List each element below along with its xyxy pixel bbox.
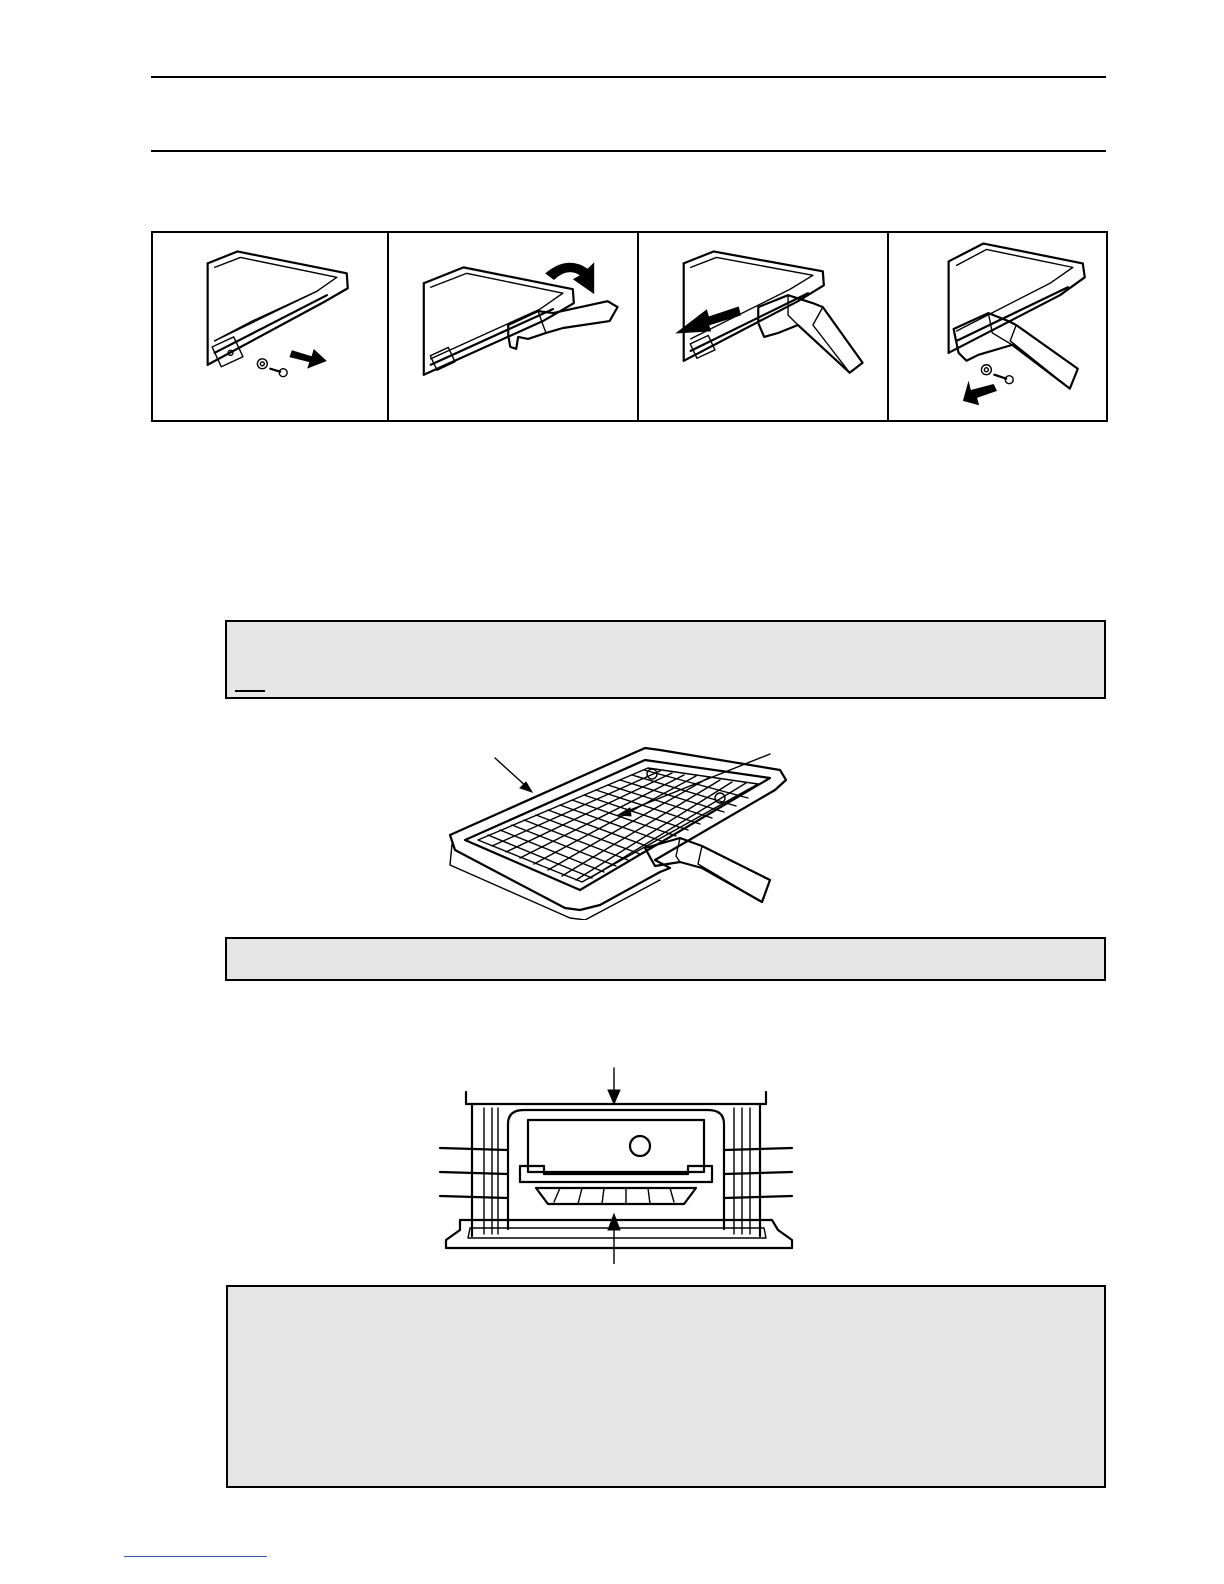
header-rule-bottom — [151, 150, 1106, 152]
step-1-illustration — [153, 233, 387, 420]
note-underline-mark — [235, 690, 265, 692]
step-3-panel — [639, 233, 889, 420]
header-rule-top — [151, 76, 1106, 78]
step-2-illustration — [389, 233, 637, 420]
step-2-panel — [389, 233, 639, 420]
step-3-illustration — [639, 233, 887, 420]
bottom-link-underline[interactable] — [124, 1556, 267, 1557]
step-4-illustration — [889, 233, 1106, 420]
handle-fitting-steps — [151, 231, 1108, 422]
grill-pan-illustration — [440, 740, 800, 920]
oven-cavity-figure — [436, 1064, 796, 1264]
note-box-1 — [225, 620, 1106, 699]
step-4-panel — [889, 233, 1106, 420]
note-box-3 — [226, 1285, 1106, 1488]
step-1-panel — [153, 233, 389, 420]
grill-pan-figure — [440, 740, 800, 920]
oven-cavity-illustration — [436, 1064, 796, 1264]
note-box-2 — [225, 937, 1106, 981]
